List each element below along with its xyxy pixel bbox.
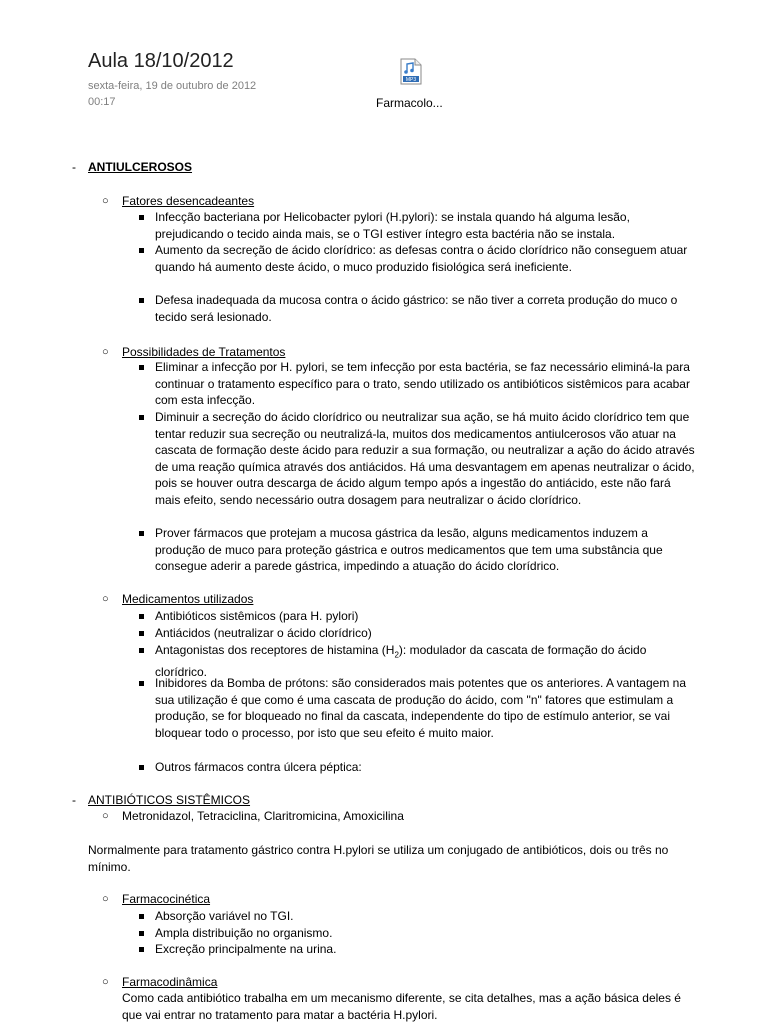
square-bullet [139, 765, 144, 770]
list-item: Infecção bacteriana por Helicobacter pylori (H.pylori): se instala quando há alguma lesão, prejudicando o tecido ainda mais, se o TGI estiver íntegro esta bactéria não se instala. [155, 210, 630, 241]
h2-text: Antagonistas dos receptores de histamina (H [155, 643, 395, 657]
circle-bullet: ○ [102, 810, 109, 822]
page-timestamp [88, 78, 256, 110]
subheading-medicamentos: Medicamentos utilizados [122, 592, 254, 606]
square-bullet [139, 931, 144, 936]
list-item: Outros fármacos contra úlcera péptica: [155, 760, 362, 774]
square-bullet [139, 947, 144, 952]
square-bullet [139, 365, 144, 370]
square-bullet [139, 215, 144, 220]
square-bullet [139, 415, 144, 420]
list-item: Excreção principalmente na urina. [155, 942, 337, 956]
circle-bullet: ○ [102, 346, 109, 358]
square-bullet [139, 631, 144, 636]
dash-bullet: - [72, 160, 76, 174]
h2-subscript: 2 [394, 650, 399, 660]
list-item: Diminuir a secreção do ácido clorídrico ou neutralizar sua ação, se há muito ácido clorídrico tem que tentar reduzir sua secreção ou neutralizá-la, muitos dos medicamentos antiulcerosos vão atuar na cascata de formação deste ácido para reduzir a sua formação, ou neutralizar a ação do ácido através de uma reação química através dos antiácidos. Há uma desvantagem em apenas neutralizar o ácido, pois se houver outra descarga de ácido algum tempo após a ingestão do antiácido, este não fará mais efeito, sendo necessário outra dosagem para neutralizar o ácido clorídrico. [155, 410, 695, 507]
list-item: Aumento da secreção de ácido clorídrico: as defesas contra o ácido clorídrico não conseguem atuar quando há aumento deste ácido, o muco produzido fisiológica será ineficiente. [155, 243, 688, 274]
list-item: Defesa inadequada da mucosa contra o ácido gástrico: se não tiver a correta produção do muco o tecido será lesionado. [155, 293, 678, 324]
square-bullet [139, 298, 144, 303]
list-item: Inibidores da Bomba de prótons: são considerados mais potentes que os anteriores. A vantagem na sua utilização é que como é uma cascata de produção do ácido, com "n" fatores que estimulam a produção, se for bloqueado no final da cascata, independente do tipo de estímulo anterior, se vai bloquear todo o processo, por isto que seu efeito é muito maior. [155, 676, 686, 740]
circle-bullet: ○ [102, 195, 109, 207]
square-bullet [139, 914, 144, 919]
dash-bullet: - [72, 793, 76, 807]
list-item: Ampla distribuição no organismo. [155, 926, 333, 940]
square-bullet [139, 614, 144, 619]
circle-bullet: ○ [102, 976, 109, 988]
subheading-farmacocinetica: Farmacocinética [122, 892, 211, 906]
subheading-possibilidades: Possibilidades de Tratamentos [122, 345, 286, 359]
paragraph: Como cada antibiótico trabalha em um mecanismo diferente, se cita detalhes, mas a ação básica deles é que vai entrar no tratamento para matar a bactéria H.pylori. [122, 991, 681, 1022]
page-title: Aula 18/10/2012 [88, 50, 234, 72]
list-item: Antibióticos sistêmicos (para H. pylori) [155, 609, 359, 623]
section-heading-antiulcerosos: ANTIULCEROSOS [88, 160, 193, 174]
paragraph: Normalmente para tratamento gástrico contra H.pylori se utiliza um conjugado de antibióticos, dois ou três no mínimo. [88, 843, 669, 874]
circle-bullet: ○ [102, 893, 109, 905]
page-time: 00:17 [88, 96, 116, 108]
square-bullet [139, 531, 144, 536]
section-heading-antibioticos: ANTIBIÓTICOS SISTÊMICOS [88, 793, 251, 807]
subheading-fatores: Fatores desencadeantes [122, 194, 255, 208]
mp3-file-icon[interactable] [400, 58, 422, 85]
list-item: Absorção variável no TGI. [155, 909, 294, 923]
attachment-filename[interactable]: Farmacolo... [376, 96, 443, 110]
list-item: Eliminar a infecção por H. pylori, se tem infecção por esta bactéria, se faz necessário eliminá-la para continuar o tratamento específico para o trato, sendo utilizado os antibióticos sistêmicos para acabar com esta infecção. [155, 360, 690, 408]
square-bullet [139, 681, 144, 686]
h2-rest: ): modulador da cascata de formação do ácido clorídrico. [155, 643, 647, 679]
circle-bullet: ○ [102, 593, 109, 605]
square-bullet [139, 648, 144, 653]
list-item: Prover fármacos que protejam a mucosa gástrica da lesão, alguns medicamentos induzem a produção de muco para proteção gástrica e outros medicamentos que tem uma substância que consegue aderir a parede gástrica, impedindo a atuação do ácido clorídrico. [155, 526, 663, 574]
list-item: Antiácidos (neutralizar o ácido clorídrico) [155, 626, 372, 640]
antibiotic-list: Metronidazol, Tetraciclina, Claritromicina, Amoxicilina [122, 809, 404, 823]
subheading-farmacodinamica: Farmacodinâmica [122, 975, 218, 989]
square-bullet [139, 248, 144, 253]
svg-text:MP3: MP3 [405, 77, 417, 83]
page-date: sexta-feira, 19 de outubro de 2012 [88, 80, 257, 92]
